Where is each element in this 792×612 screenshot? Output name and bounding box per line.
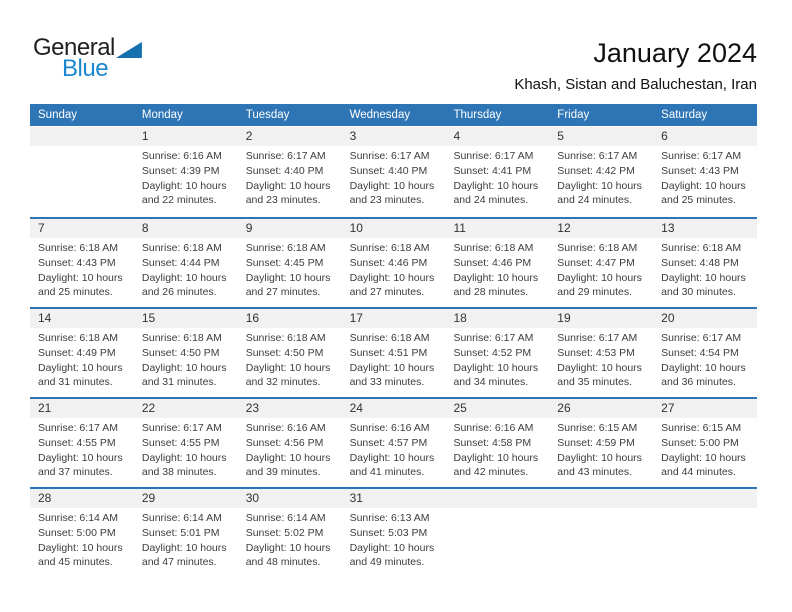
day-cell bbox=[238, 418, 342, 480]
day-cell bbox=[653, 328, 757, 390]
sunset-text: Sunset: 4:57 PM bbox=[349, 437, 428, 449]
day-number: 15 bbox=[141, 311, 156, 325]
daylight-text: Daylight: 10 hours and 24 minutes. bbox=[557, 180, 642, 206]
empty-day-cell bbox=[549, 508, 653, 570]
daylight-text: Daylight: 10 hours and 23 minutes. bbox=[245, 180, 331, 206]
daylight-text: Daylight: 10 hours and 47 minutes. bbox=[141, 542, 227, 568]
sunset-text: Sunset: 4:58 PM bbox=[453, 437, 532, 449]
week-row-4 bbox=[30, 397, 757, 487]
daylight-text: Daylight: 10 hours and 31 minutes. bbox=[141, 362, 227, 388]
sunrise-text: Sunrise: 6:18 AM bbox=[349, 242, 430, 254]
sunset-text: Sunset: 4:41 PM bbox=[453, 165, 532, 177]
page-title: January 2024 bbox=[593, 38, 757, 68]
day-cell bbox=[30, 508, 134, 570]
day-cell bbox=[134, 146, 238, 208]
daylight-text: Daylight: 10 hours and 24 minutes. bbox=[453, 180, 539, 206]
day-number: 7 bbox=[38, 221, 45, 235]
weekday-header-tuesday: Tuesday bbox=[245, 109, 290, 121]
day-cell bbox=[445, 418, 549, 480]
day-number: 13 bbox=[661, 221, 675, 235]
day-cell bbox=[549, 418, 653, 480]
sunset-text: Sunset: 4:59 PM bbox=[557, 437, 635, 449]
day-number-band bbox=[30, 489, 757, 508]
day-number: 4 bbox=[453, 129, 461, 143]
day-cell bbox=[238, 328, 342, 390]
page-location: Khash, Sistan and Baluchestan, Iran bbox=[514, 76, 757, 93]
daylight-text: Daylight: 10 hours and 23 minutes. bbox=[349, 180, 435, 206]
day-cell bbox=[134, 508, 238, 570]
sunset-text: Sunset: 5:01 PM bbox=[141, 527, 220, 539]
day-cell bbox=[342, 146, 446, 208]
day-number: 16 bbox=[245, 311, 260, 325]
weekday-header-wednesday: Wednesday bbox=[349, 109, 411, 121]
daylight-text: Daylight: 10 hours and 36 minutes. bbox=[661, 362, 746, 388]
day-cell bbox=[342, 328, 446, 390]
daylight-text: Daylight: 10 hours and 45 minutes. bbox=[38, 542, 123, 568]
sunset-text: Sunset: 4:54 PM bbox=[661, 347, 739, 359]
sunset-text: Sunset: 4:49 PM bbox=[38, 347, 116, 359]
sunrise-text: Sunrise: 6:18 AM bbox=[38, 242, 118, 254]
sunrise-text: Sunrise: 6:18 AM bbox=[349, 332, 430, 344]
sunset-text: Sunset: 4:53 PM bbox=[557, 347, 635, 359]
sunrise-text: Sunrise: 6:17 AM bbox=[557, 150, 638, 162]
day-number-band bbox=[30, 127, 757, 146]
sunrise-text: Sunrise: 6:17 AM bbox=[661, 332, 742, 344]
day-cell bbox=[342, 508, 446, 570]
day-number: 29 bbox=[141, 491, 156, 505]
sunset-text: Sunset: 4:56 PM bbox=[245, 437, 324, 449]
day-number bbox=[653, 489, 757, 508]
day-number: 26 bbox=[557, 401, 571, 415]
day-cell bbox=[134, 418, 238, 480]
day-number: 14 bbox=[38, 311, 52, 325]
week-row-1 bbox=[30, 127, 757, 217]
day-number: 10 bbox=[349, 221, 363, 235]
daylight-text: Daylight: 10 hours and 37 minutes. bbox=[38, 452, 123, 478]
day-cell bbox=[30, 238, 134, 300]
day-number: 3 bbox=[349, 129, 357, 143]
sunset-text: Sunset: 5:02 PM bbox=[245, 527, 324, 539]
day-cell bbox=[445, 238, 549, 300]
sunset-text: Sunset: 4:44 PM bbox=[141, 257, 220, 269]
day-number: 18 bbox=[453, 311, 467, 325]
sunrise-text: Sunrise: 6:16 AM bbox=[349, 422, 430, 434]
day-number bbox=[30, 127, 134, 146]
day-cell bbox=[134, 328, 238, 390]
day-cell bbox=[134, 238, 238, 300]
day-cell bbox=[653, 238, 757, 300]
sunset-text: Sunset: 4:46 PM bbox=[453, 257, 532, 269]
day-number: 22 bbox=[141, 401, 156, 415]
sunset-text: Sunset: 4:55 PM bbox=[38, 437, 116, 449]
daylight-text: Daylight: 10 hours and 34 minutes. bbox=[453, 362, 539, 388]
daylight-text: Daylight: 10 hours and 49 minutes. bbox=[349, 542, 435, 568]
sunrise-text: Sunrise: 6:18 AM bbox=[245, 332, 326, 344]
weekday-header-row bbox=[30, 104, 757, 126]
sunrise-text: Sunrise: 6:18 AM bbox=[557, 242, 638, 254]
day-number: 5 bbox=[557, 129, 564, 143]
day-number: 17 bbox=[349, 311, 363, 325]
sunrise-text: Sunrise: 6:17 AM bbox=[141, 422, 222, 434]
week-row-2 bbox=[30, 217, 757, 307]
weekday-header-saturday: Saturday bbox=[661, 109, 708, 121]
day-cell bbox=[342, 418, 446, 480]
sunrise-text: Sunrise: 6:17 AM bbox=[557, 332, 638, 344]
daylight-text: Daylight: 10 hours and 31 minutes. bbox=[38, 362, 123, 388]
day-number: 9 bbox=[245, 221, 253, 235]
sunset-text: Sunset: 4:45 PM bbox=[245, 257, 324, 269]
sunset-text: Sunset: 4:42 PM bbox=[557, 165, 635, 177]
sunrise-text: Sunrise: 6:17 AM bbox=[453, 332, 534, 344]
day-cell bbox=[342, 238, 446, 300]
empty-day-cell bbox=[30, 146, 134, 208]
day-cell bbox=[238, 146, 342, 208]
day-text-row bbox=[30, 146, 757, 208]
sunrise-text: Sunrise: 6:15 AM bbox=[557, 422, 638, 434]
day-number: 23 bbox=[245, 401, 260, 415]
sunrise-text: Sunrise: 6:17 AM bbox=[661, 150, 742, 162]
calendar-weeks bbox=[30, 127, 757, 577]
sunrise-text: Sunrise: 6:17 AM bbox=[38, 422, 118, 434]
daylight-text: Daylight: 10 hours and 48 minutes. bbox=[245, 542, 331, 568]
empty-day-cell bbox=[445, 508, 549, 570]
logo-triangle-icon bbox=[116, 42, 142, 58]
day-cell bbox=[30, 328, 134, 390]
sunrise-text: Sunrise: 6:14 AM bbox=[245, 512, 326, 524]
day-number: 19 bbox=[557, 311, 571, 325]
daylight-text: Daylight: 10 hours and 44 minutes. bbox=[661, 452, 746, 478]
daylight-text: Daylight: 10 hours and 32 minutes. bbox=[245, 362, 331, 388]
daylight-text: Daylight: 10 hours and 33 minutes. bbox=[349, 362, 435, 388]
daylight-text: Daylight: 10 hours and 27 minutes. bbox=[245, 272, 331, 298]
day-number: 27 bbox=[661, 401, 675, 415]
sunrise-text: Sunrise: 6:17 AM bbox=[349, 150, 430, 162]
day-cell bbox=[238, 508, 342, 570]
sunset-text: Sunset: 4:50 PM bbox=[245, 347, 324, 359]
daylight-text: Daylight: 10 hours and 41 minutes. bbox=[349, 452, 435, 478]
daylight-text: Daylight: 10 hours and 39 minutes. bbox=[245, 452, 331, 478]
sunrise-text: Sunrise: 6:18 AM bbox=[453, 242, 534, 254]
sunrise-text: Sunrise: 6:16 AM bbox=[453, 422, 534, 434]
daylight-text: Daylight: 10 hours and 28 minutes. bbox=[453, 272, 539, 298]
day-number: 21 bbox=[38, 401, 52, 415]
day-number: 30 bbox=[245, 491, 260, 505]
daylight-text: Daylight: 10 hours and 38 minutes. bbox=[141, 452, 227, 478]
weekday-header-monday: Monday bbox=[141, 109, 183, 121]
day-number: 31 bbox=[349, 491, 363, 505]
day-number-band bbox=[30, 219, 757, 238]
sunset-text: Sunset: 4:50 PM bbox=[141, 347, 220, 359]
day-text-row bbox=[30, 508, 757, 570]
day-number bbox=[549, 489, 653, 508]
sunrise-text: Sunrise: 6:15 AM bbox=[661, 422, 742, 434]
title-block bbox=[514, 38, 757, 93]
sunset-text: Sunset: 4:55 PM bbox=[141, 437, 220, 449]
sunset-text: Sunset: 5:00 PM bbox=[38, 527, 116, 539]
day-number: 11 bbox=[453, 221, 466, 235]
daylight-text: Daylight: 10 hours and 42 minutes. bbox=[453, 452, 539, 478]
day-number: 6 bbox=[661, 129, 668, 143]
daylight-text: Daylight: 10 hours and 35 minutes. bbox=[557, 362, 642, 388]
day-cell bbox=[30, 418, 134, 480]
day-number: 24 bbox=[349, 401, 363, 415]
day-number bbox=[445, 489, 549, 508]
sunrise-text: Sunrise: 6:17 AM bbox=[453, 150, 534, 162]
daylight-text: Daylight: 10 hours and 27 minutes. bbox=[349, 272, 435, 298]
day-cell bbox=[653, 146, 757, 208]
sunrise-text: Sunrise: 6:18 AM bbox=[141, 242, 222, 254]
day-cell bbox=[549, 328, 653, 390]
day-number: 8 bbox=[141, 221, 149, 235]
sunrise-text: Sunrise: 6:18 AM bbox=[245, 242, 326, 254]
week-row-3 bbox=[30, 307, 757, 397]
sunrise-text: Sunrise: 6:18 AM bbox=[38, 332, 118, 344]
daylight-text: Daylight: 10 hours and 43 minutes. bbox=[557, 452, 642, 478]
sunset-text: Sunset: 5:00 PM bbox=[661, 437, 739, 449]
daylight-text: Daylight: 10 hours and 30 minutes. bbox=[661, 272, 746, 298]
day-number-band bbox=[30, 309, 757, 328]
calendar-table bbox=[30, 104, 757, 577]
sunset-text: Sunset: 4:52 PM bbox=[453, 347, 532, 359]
weekday-header-friday: Friday bbox=[557, 109, 590, 121]
logo-word-blue: Blue bbox=[62, 55, 109, 82]
day-number: 28 bbox=[38, 491, 52, 505]
day-cell bbox=[549, 146, 653, 208]
daylight-text: Daylight: 10 hours and 26 minutes. bbox=[141, 272, 227, 298]
sunset-text: Sunset: 4:43 PM bbox=[38, 257, 116, 269]
week-row-5 bbox=[30, 487, 757, 577]
day-text-row bbox=[30, 238, 757, 300]
sunset-text: Sunset: 4:40 PM bbox=[245, 165, 324, 177]
weekday-header-sunday: Sunday bbox=[38, 109, 78, 121]
sunrise-text: Sunrise: 6:16 AM bbox=[141, 150, 222, 162]
daylight-text: Daylight: 10 hours and 29 minutes. bbox=[557, 272, 642, 298]
day-cell bbox=[549, 238, 653, 300]
sunrise-text: Sunrise: 6:14 AM bbox=[141, 512, 222, 524]
sunset-text: Sunset: 5:03 PM bbox=[349, 527, 428, 539]
daylight-text: Daylight: 10 hours and 22 minutes. bbox=[141, 180, 227, 206]
day-number: 1 bbox=[141, 129, 149, 143]
sunrise-text: Sunrise: 6:18 AM bbox=[141, 332, 222, 344]
sunrise-text: Sunrise: 6:17 AM bbox=[245, 150, 326, 162]
general-blue-logo bbox=[33, 36, 142, 81]
day-cell bbox=[445, 146, 549, 208]
daylight-text: Daylight: 10 hours and 25 minutes. bbox=[38, 272, 123, 298]
sunrise-text: Sunrise: 6:13 AM bbox=[349, 512, 430, 524]
day-text-row bbox=[30, 328, 757, 390]
sunset-text: Sunset: 4:48 PM bbox=[661, 257, 739, 269]
day-number: 12 bbox=[557, 221, 571, 235]
sunset-text: Sunset: 4:39 PM bbox=[141, 165, 220, 177]
sunset-text: Sunset: 4:51 PM bbox=[349, 347, 428, 359]
day-number: 20 bbox=[661, 311, 675, 325]
sunset-text: Sunset: 4:43 PM bbox=[661, 165, 739, 177]
day-number: 2 bbox=[245, 129, 253, 143]
day-cell bbox=[445, 328, 549, 390]
sunrise-text: Sunrise: 6:18 AM bbox=[661, 242, 742, 254]
sunrise-text: Sunrise: 6:14 AM bbox=[38, 512, 118, 524]
weekday-header-thursday: Thursday bbox=[453, 109, 502, 121]
day-cell bbox=[653, 418, 757, 480]
daylight-text: Daylight: 10 hours and 25 minutes. bbox=[661, 180, 746, 206]
day-cell bbox=[238, 238, 342, 300]
day-number: 25 bbox=[453, 401, 467, 415]
sunset-text: Sunset: 4:46 PM bbox=[349, 257, 428, 269]
day-text-row bbox=[30, 418, 757, 480]
logo-word-general: General bbox=[33, 34, 115, 61]
sunset-text: Sunset: 4:47 PM bbox=[557, 257, 635, 269]
empty-day-cell bbox=[653, 508, 757, 570]
day-number-band bbox=[30, 399, 757, 418]
sunset-text: Sunset: 4:40 PM bbox=[349, 165, 428, 177]
sunrise-text: Sunrise: 6:16 AM bbox=[245, 422, 326, 434]
